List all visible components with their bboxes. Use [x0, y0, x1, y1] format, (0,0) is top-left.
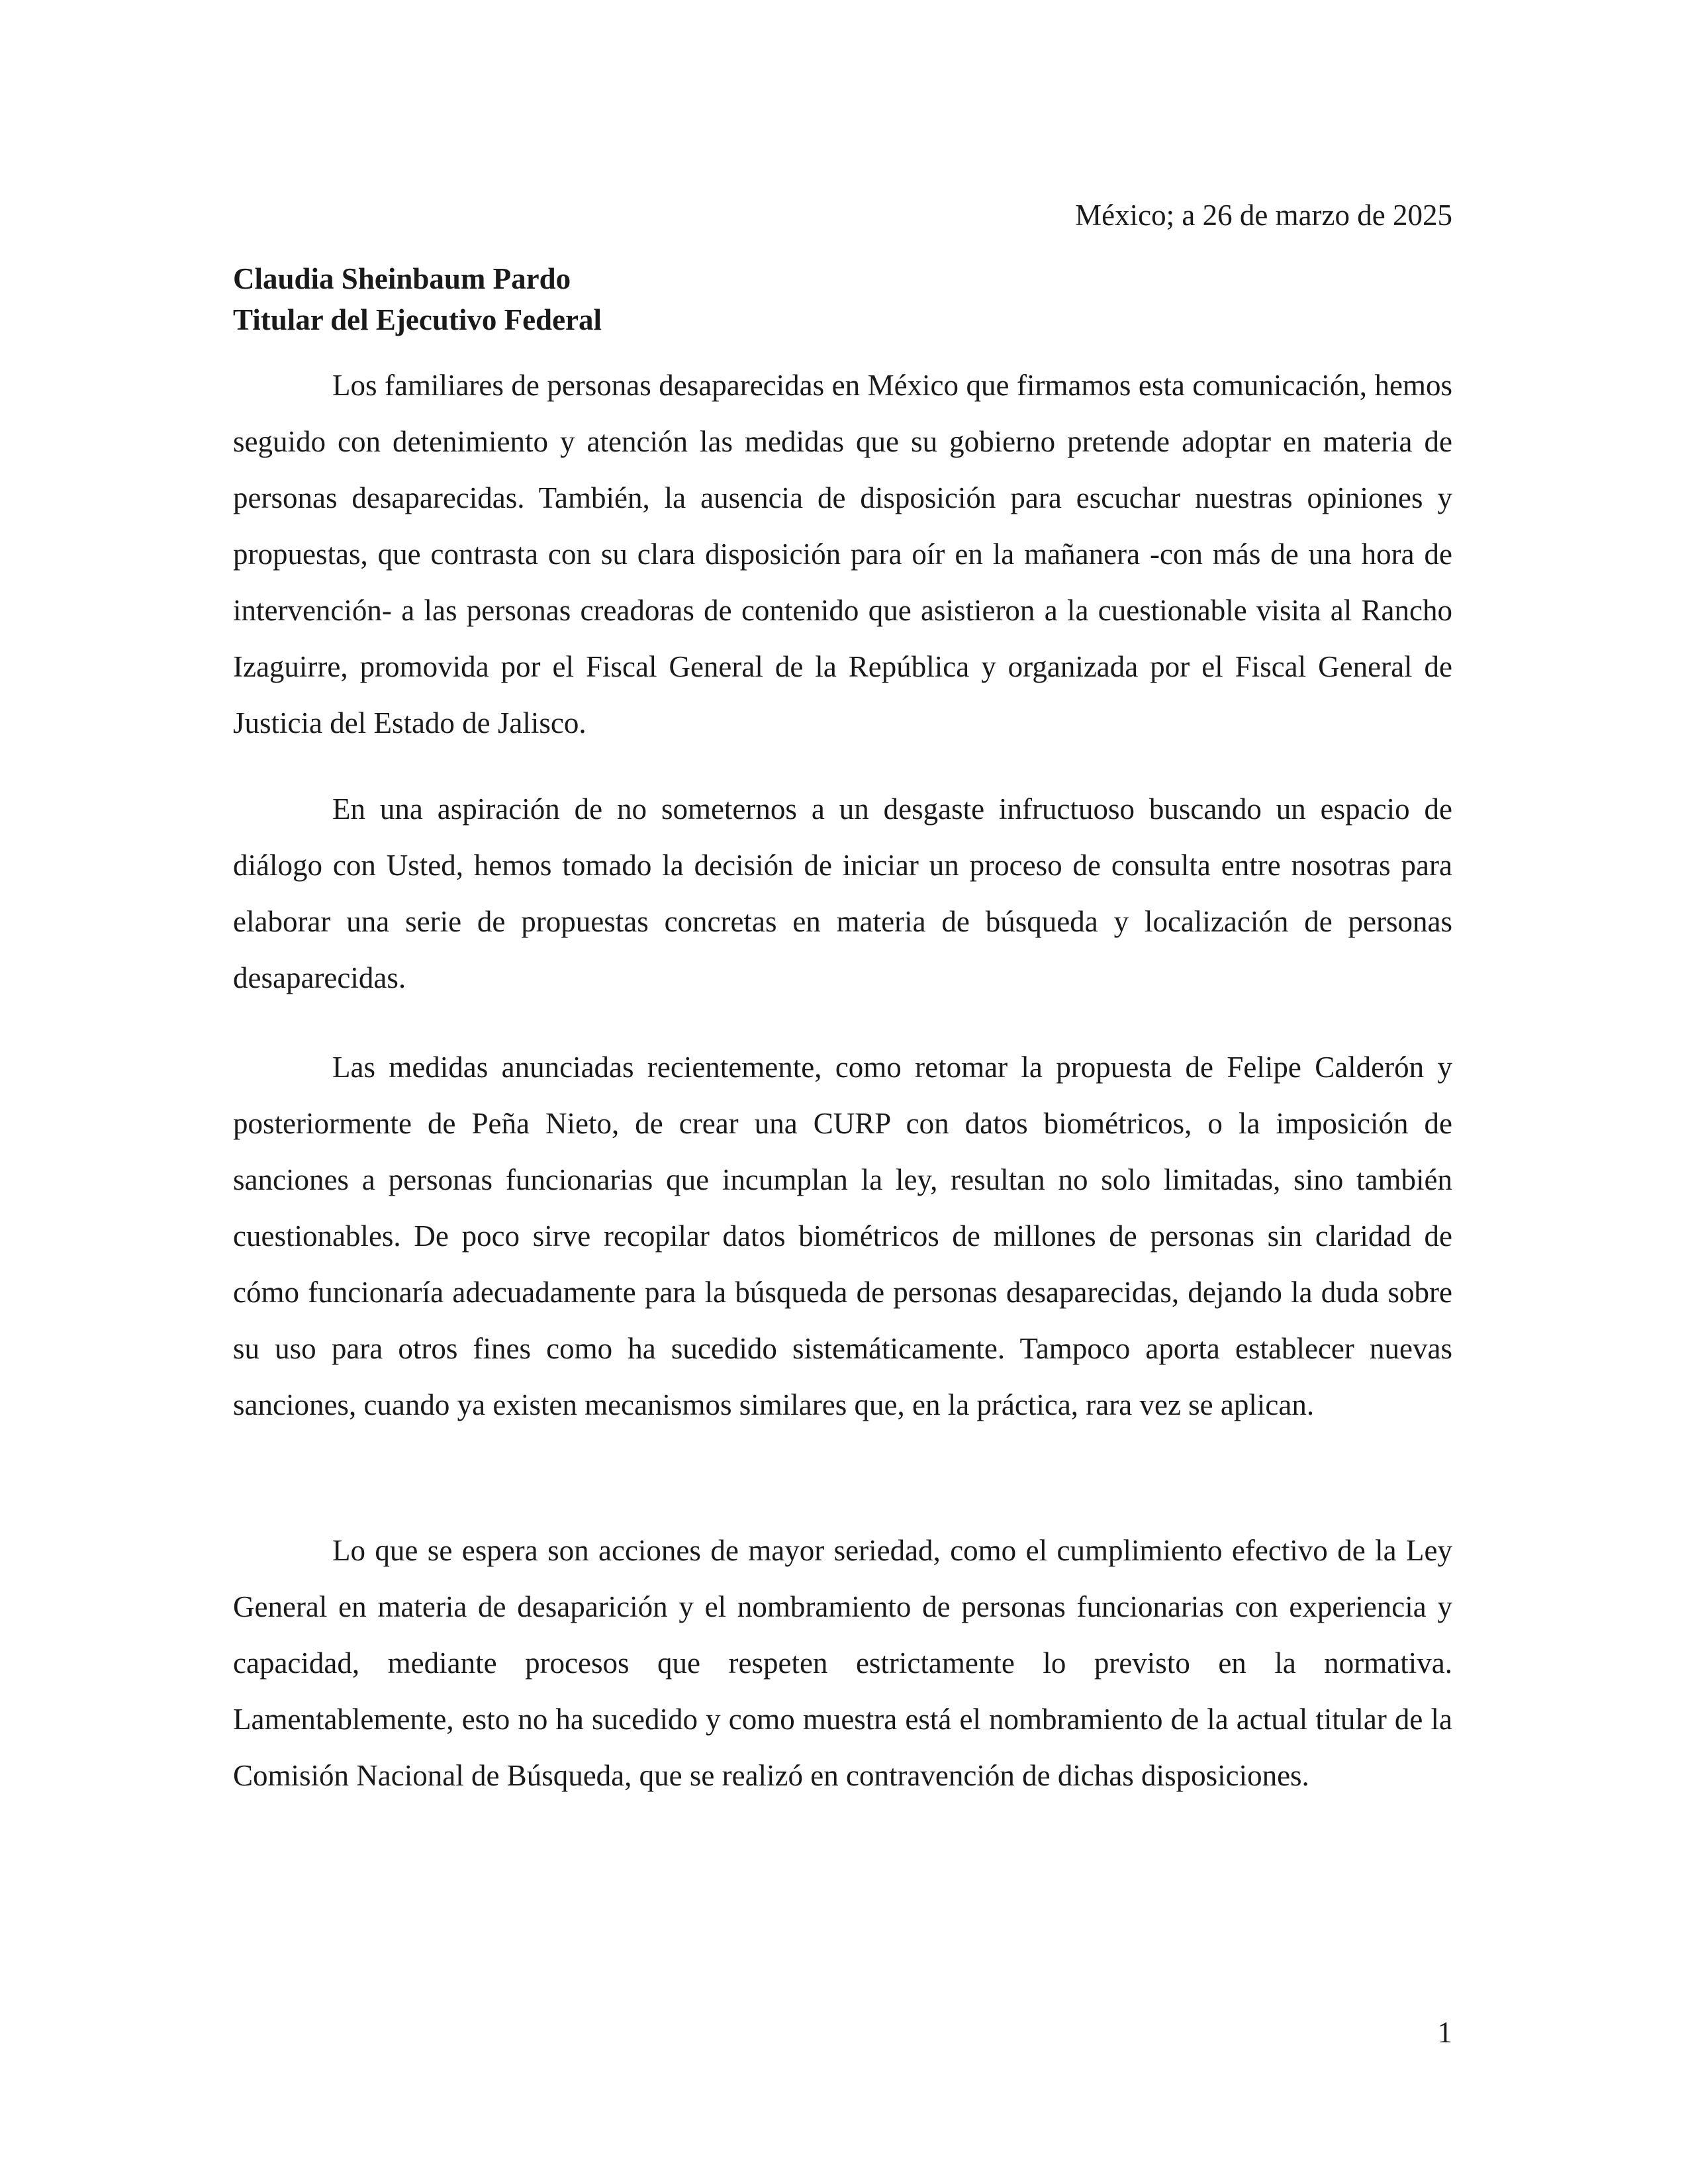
date-line: México; a 26 de marzo de 2025	[1075, 199, 1452, 232]
paragraph-1: Los familiares de personas desaparecidas en México que firmamos esta comunicación, hemos seguido con detenimiento y atención las medidas que su gobierno pretende adoptar en materia de personas desaparecidas. También, la ausencia de disposición para escuchar nuestras opiniones y propuestas, que contrasta con su clara disposición para oír en la mañanera -con más de una hora de intervención- a las personas creadoras de contenido que asistieron a la cuestionable visita al Rancho Izaguirre, promovida por el Fiscal General de la República y organizada por el Fiscal General de Justicia del Estado de Jalisco.	[233, 369, 1452, 739]
paragraph-4: Lo que se espera son acciones de mayor seriedad, como el cumplimiento efectivo de la Ley General en materia de desaparición y el nombramiento de personas funcionarias con experiencia y capacidad, mediante procesos que respeten estrictamente lo previsto en la normativa. Lamentablemente, esto no ha sucedido y como muestra está el nombramiento de la actual titular de la Comisión Nacional de Búsqueda, que se realizó en contravención de dichas disposiciones.	[233, 1534, 1452, 1792]
paragraph-3: Las medidas anunciadas recientemente, como retomar la propuesta de Felipe Calderón y posteriormente de Peña Nieto, de crear una CURP con datos biométricos, o la imposición de sanciones a personas funcionarias que incumplan la ley, resultan no solo limitadas, sino también cuestionables. De poco sirve recopilar datos biométricos de millones de personas sin claridad de cómo funcionaría adecuadamente para la búsqueda de personas desaparecidas, dejando la duda sobre su uso para otros fines como ha sucedido sistemáticamente. Tampoco aporta establecer nuevas sanciones, cuando ya existen mecanismos similares que, en la práctica, rara vez se aplican.	[233, 1051, 1452, 1421]
paragraph-2: En una aspiración de no someternos a un desgaste infructuoso buscando un espacio de diálogo con Usted, hemos tomado la decisión de iniciar un proceso de consulta entre nosotras para elaborar una serie de propuestas concretas en materia de búsqueda y localización de personas desaparecidas.	[233, 792, 1452, 994]
page-number: 1	[1437, 2016, 1452, 2049]
recipient-title: Titular del Ejecutivo Federal	[233, 303, 602, 336]
recipient-name: Claudia Sheinbaum Pardo	[233, 262, 571, 295]
addressee-block	[233, 258, 1452, 340]
